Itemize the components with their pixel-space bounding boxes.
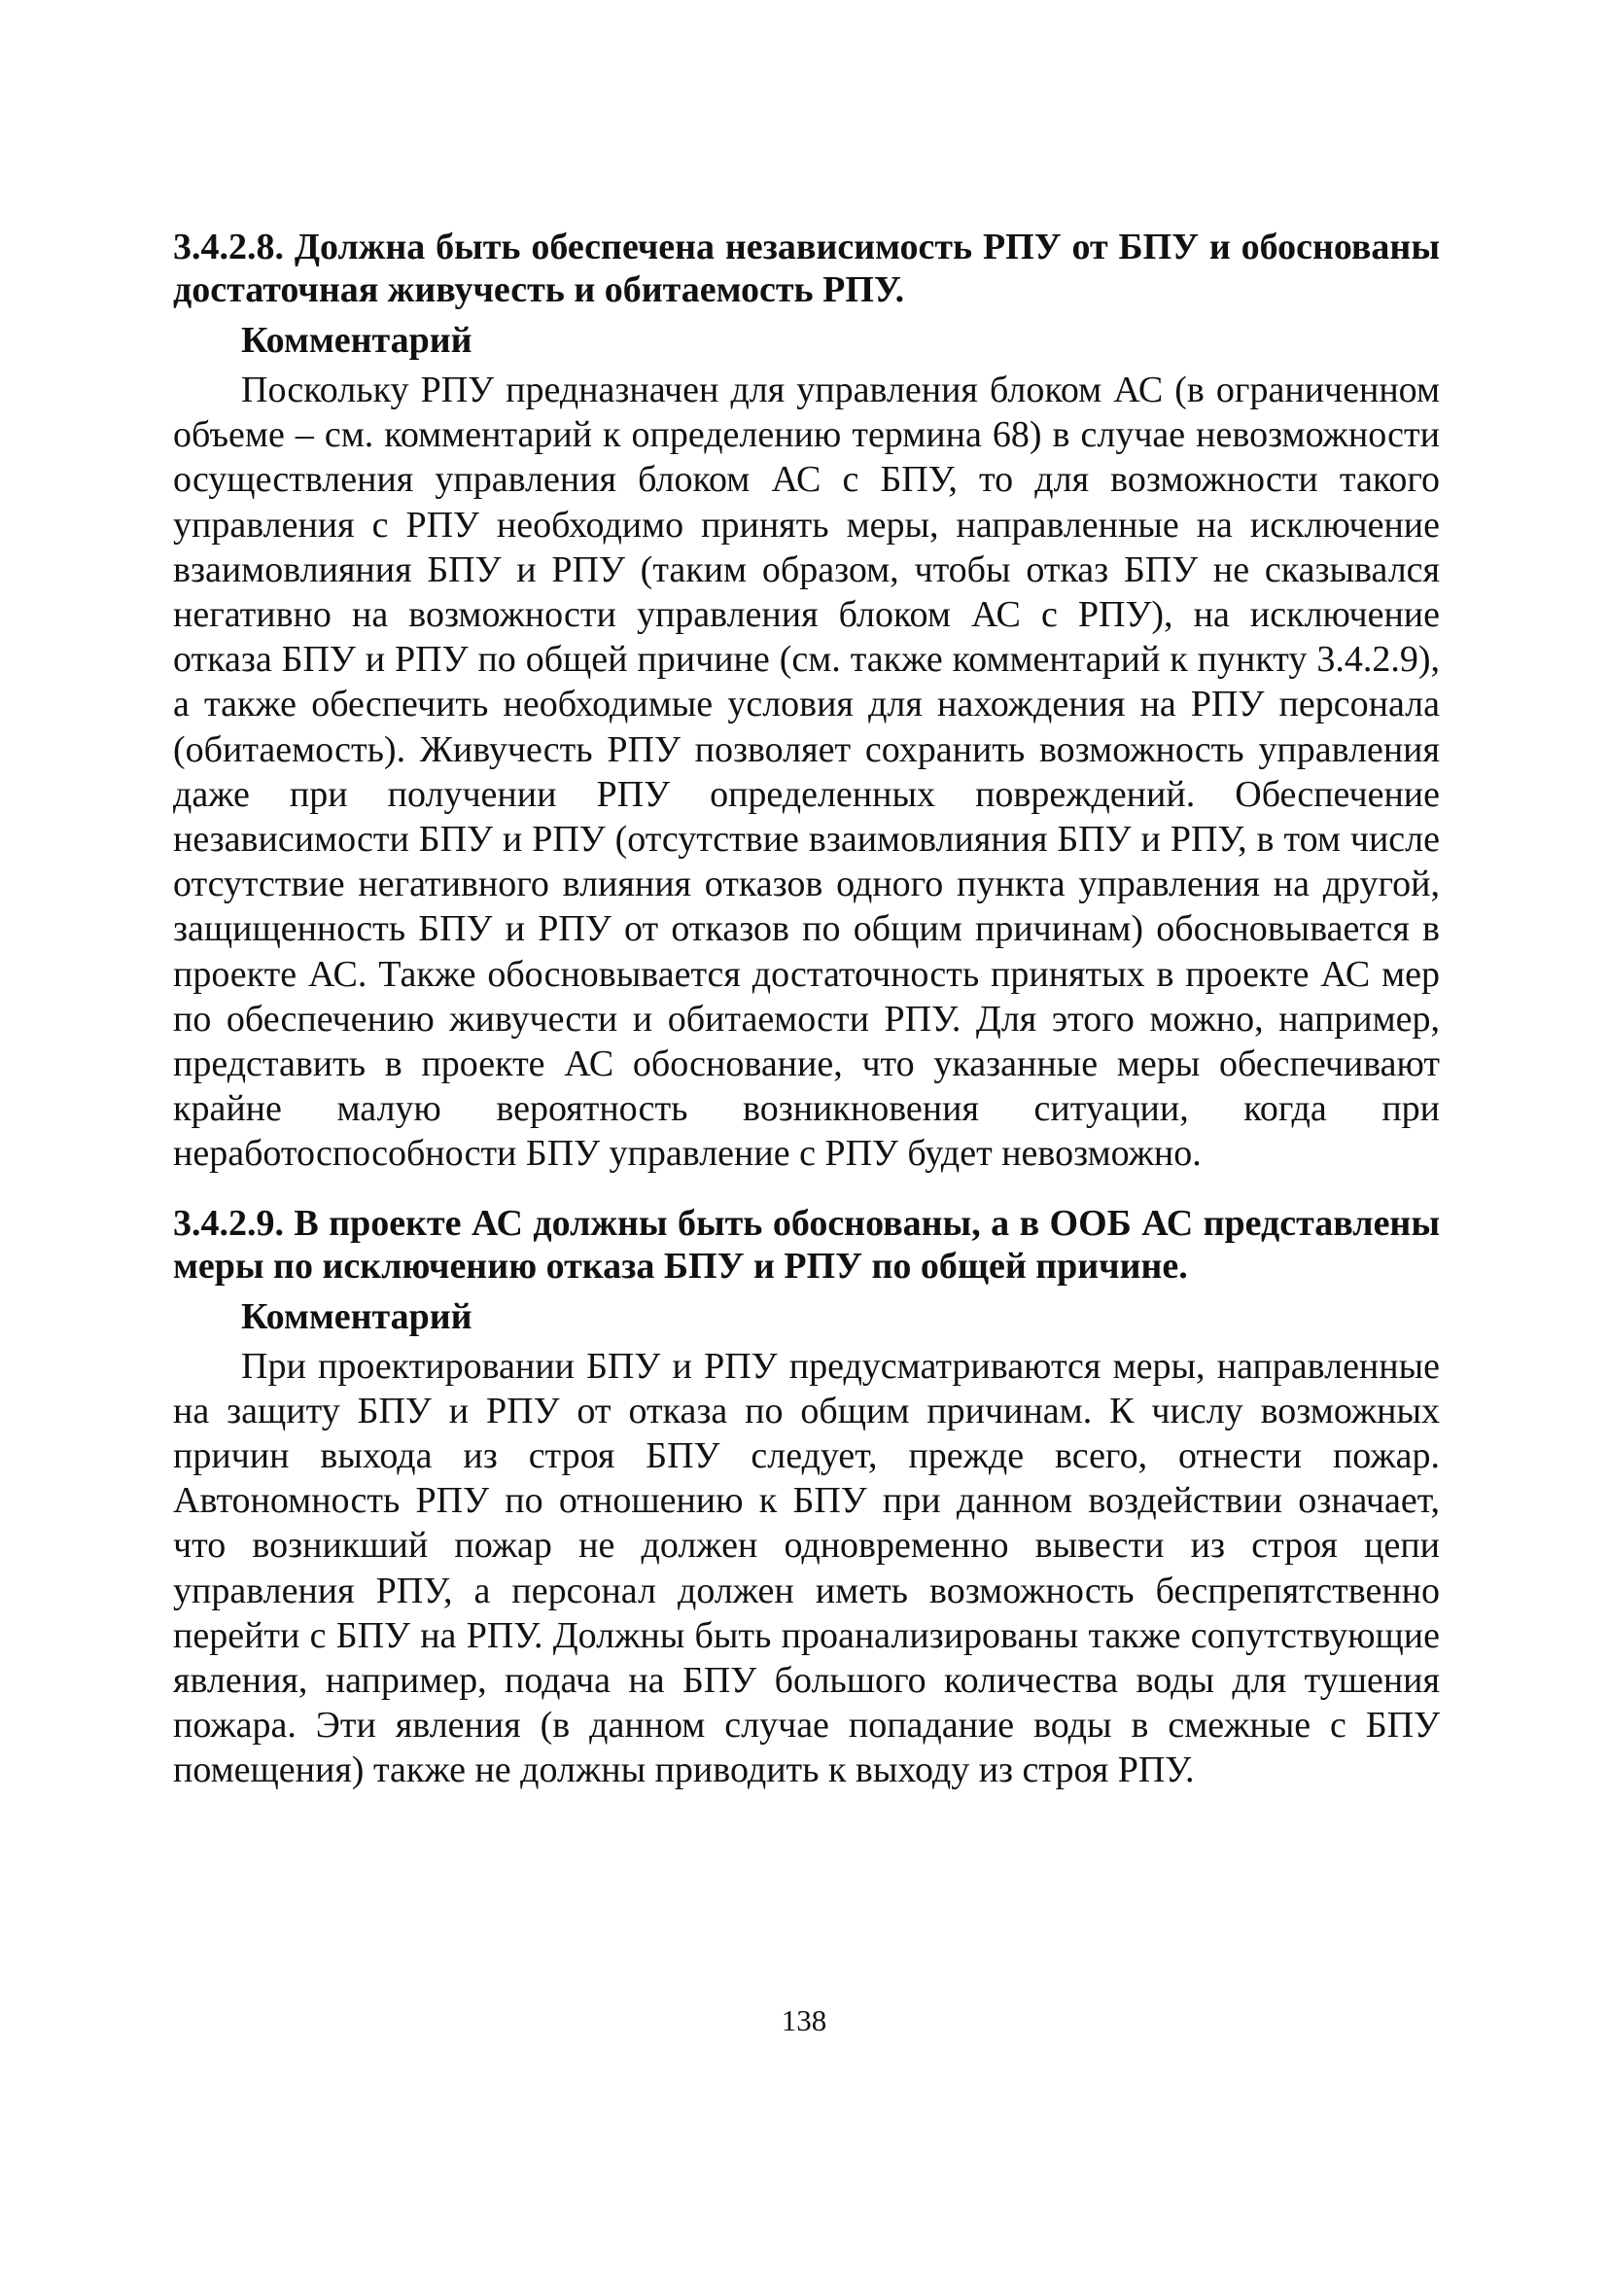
document-page	[173, 226, 1440, 1793]
page-number: 138	[781, 2003, 827, 2037]
section-3-4-2-8	[173, 226, 1440, 1177]
section-3-4-2-9	[173, 1202, 1440, 1793]
comment-heading: Комментарий	[241, 320, 472, 361]
section-heading: 3.4.2.8. Должна быть обеспечена независимость РПУ от БПУ и обоснованы достаточная живучесть и обитаемость РПУ.	[173, 227, 1440, 310]
comment-paragraph: Поскольку РПУ предназначен для управления блоком АС (в ограниченном объеме – см. комментарий к определению термина 68) в случае невозможности осуществления управления блоком АС с БПУ, то для возможности такого управления с РПУ необходимо принять меры, направленные на исключение взаимовлияния БПУ и РПУ (таким образом, чтобы отказ БПУ не сказывался негативно на возможности управления блоком АС с РПУ), на исключение отказа БПУ и РПУ по общей причине (см. также комментарий к пункту 3.4.2.9), а также обеспечить необходимые условия для нахождения на РПУ персонала (обитаемость). Живучесть РПУ позволяет сохранить возможность управления даже при получении РПУ определенных повреждений. Обеспечение независимости БПУ и РПУ (отсутствие взаимовлияния БПУ и РПУ, в том числе отсутствие негативного влияния отказов одного пункта управления на другой, защищенность БПУ и РПУ от отказов по общим причинам) обосновывается в проекте АС. Также обосновывается достаточность принятых в проекте АС мер по обеспечению живучести и обитаемости РПУ. Для этого можно, например, представить в проекте АС обоснование, что указанные меры обеспечивают крайне малую вероятность возникновения ситуации, когда при неработоспособности БПУ управление с РПУ будет невозможно.	[173, 370, 1440, 1175]
comment-heading: Комментарий	[241, 1295, 472, 1337]
section-heading: 3.4.2.9. В проекте АС должны быть обоснованы, а в ООБ АС представлены меры по исключению отказа БПУ и РПУ по общей причине.	[173, 1202, 1440, 1287]
comment-paragraph: При проектировании БПУ и РПУ предусматриваются меры, направленные на защиту БПУ и РПУ от отказа по общим причинам. К числу возможных причин выхода из строя БПУ следует, прежде всего, отнести пожар. Автономность РПУ по отношению к БПУ при данном воздействии означает, что возникший пожар не должен одновременно вывести из строя цепи управления РПУ, а персонал должен иметь возможность беспрепятственно перейти с БПУ на РПУ. Должны быть проанализированы также сопутствующие явления, например, подача на БПУ большого количества воды для тушения пожара. Эти явления (в данном случае попадание воды в смежные с БПУ помещения) также не должны приводить к выходу из строя РПУ.	[173, 1345, 1440, 1791]
